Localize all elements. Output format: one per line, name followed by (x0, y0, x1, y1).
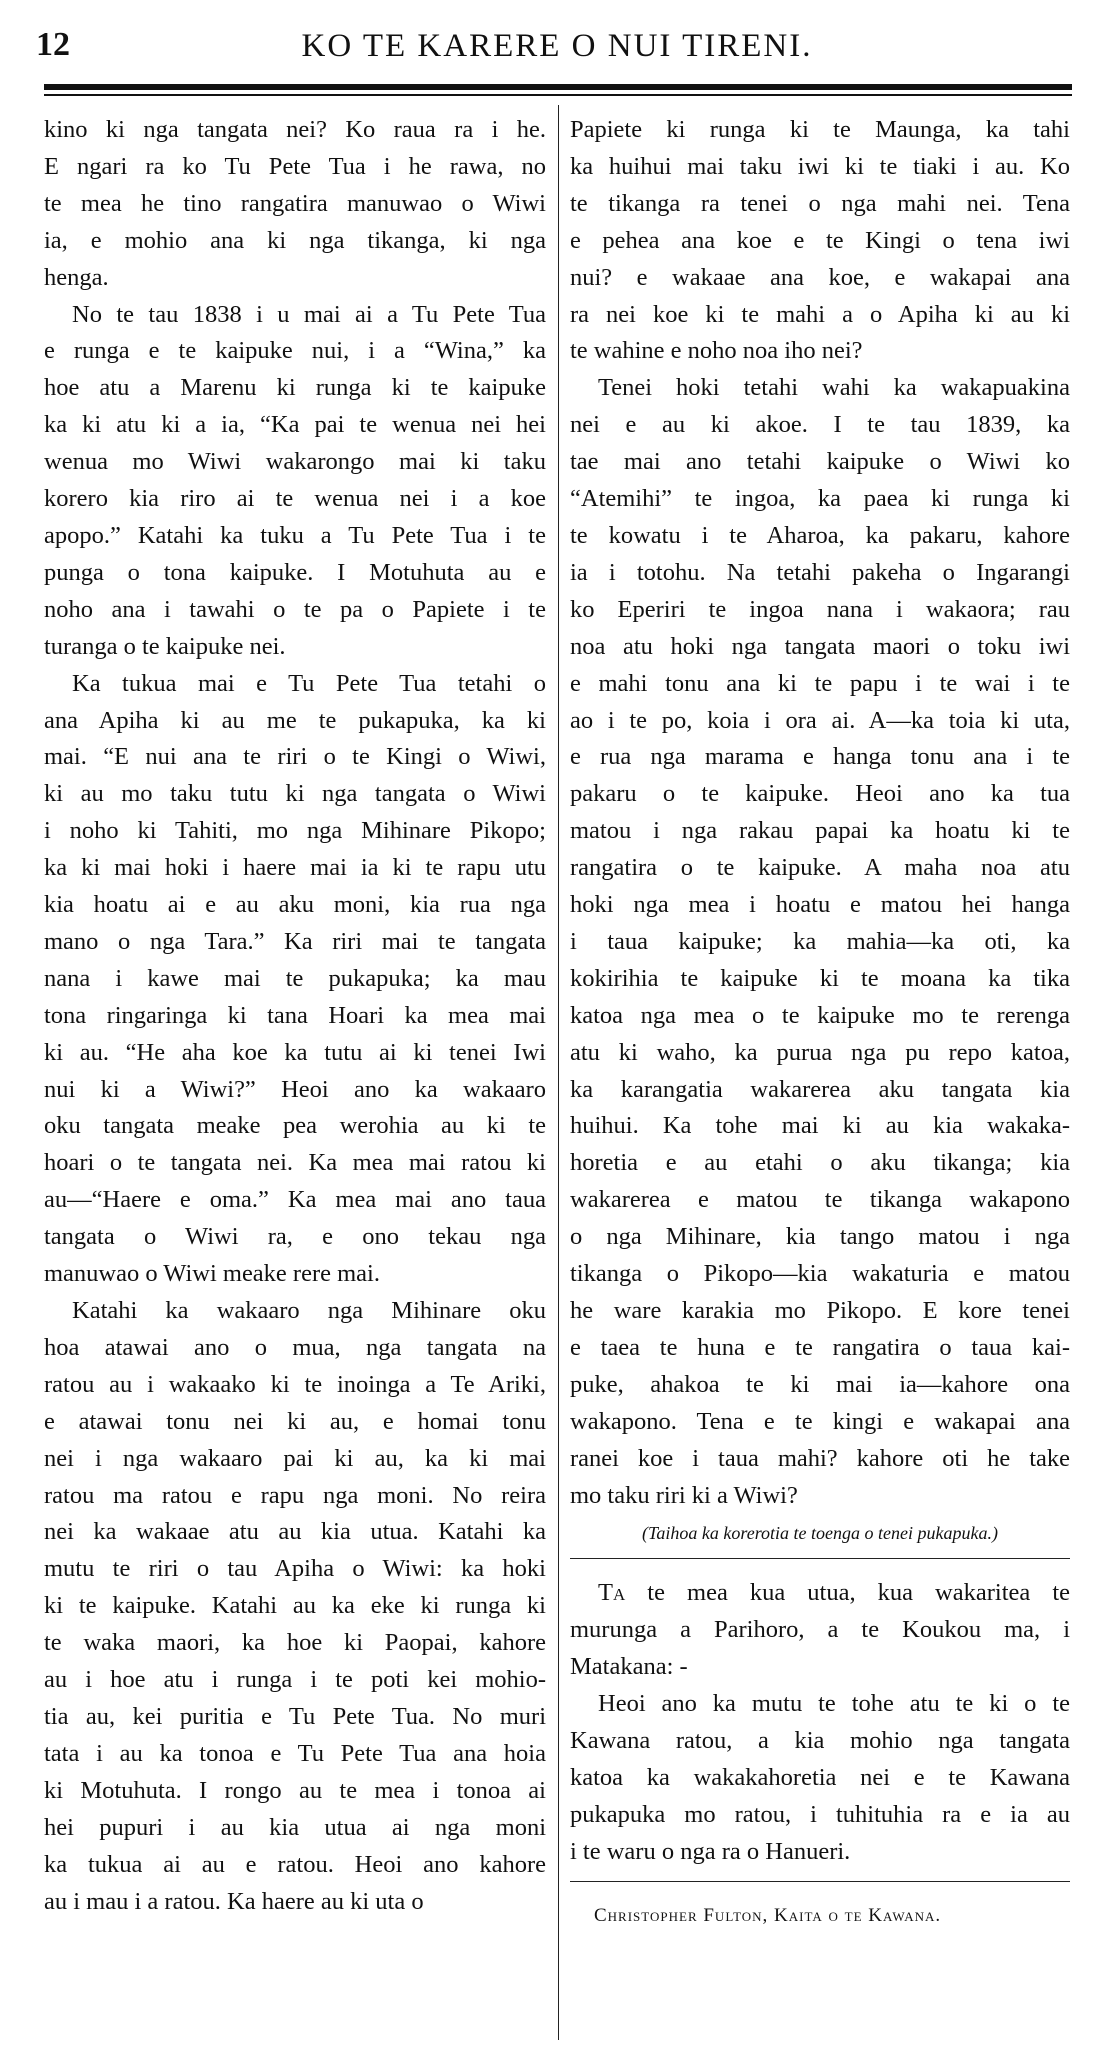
text-line: mo taku riri ki a Wiwi? (570, 1481, 798, 1509)
notice-paragraph (570, 1686, 1070, 1871)
header-rule-thin (44, 94, 1072, 96)
paragraph (44, 666, 546, 1293)
text-line: he ware karakia mo Pikopo. E kore tenei (570, 1297, 1070, 1324)
text-line: ao i te po, koia i ora ai. A—ka toia ki uta, (570, 706, 1070, 734)
text-line: ratou ma ratou e rapu nga moni. No reira (44, 1481, 546, 1509)
text-line: murunga a Parihoro, a te Koukou ma, i (570, 1616, 1070, 1644)
text-line: au—“Haere e oma.” Ka mea mai ano taua (44, 1186, 546, 1214)
text-line: mai. “E nui ana te riri o te Kingi o Wiwi, (44, 743, 546, 771)
text-line: hoa atawai ano o mua, nga tangata na (44, 1333, 546, 1361)
text-line: ki Motuhuta. I rongo au te mea i tonoa ai (44, 1776, 546, 1804)
text-line: Matakana: - (570, 1653, 688, 1681)
text-line: hei pupuri i au kia utua ai nga moni (44, 1813, 546, 1841)
text-line: ko Eperiri te ingoa nana i wakaora; rau (570, 595, 1070, 623)
text-line: au i mau i a ratou. Ka haere au ki uta o (44, 1887, 424, 1915)
signature-separator (570, 1881, 1070, 1882)
text-line: nui? e wakaae ana koe, e wakapai ana (570, 263, 1070, 291)
text-line: noho ana i tawahi o te pa o Papiete i te (44, 595, 546, 623)
text-line: ia i totohu. Na tetahi pakeha o Ingarangi (570, 558, 1070, 586)
text-line: No te tau 1838 i u mai ai a Tu Pete Tua (72, 300, 546, 328)
text-line: kokirihia te kaipuke ki te moana ka tika (570, 964, 1070, 992)
text-line: e taea te huna e te rangatira o taua kai- (570, 1333, 1070, 1361)
text-line: Ka tukua mai e Tu Pete Tua tetahi o (72, 669, 546, 697)
text-line: te kowatu i te Aharoa, ka pakaru, kahore (570, 521, 1070, 549)
text-line: e atawai tonu nei ki au, e homai tonu (44, 1407, 546, 1435)
text-line: matou i nga rakau papai ka hoatu ki te (570, 817, 1070, 845)
right-column (570, 112, 1070, 1935)
text-line: i taua kaipuke; ka mahia—ka oti, ka (570, 927, 1070, 955)
paragraph (570, 112, 1070, 370)
paragraph (44, 297, 546, 666)
text-line: tia au, kei puritia e Tu Pete Tua. No muri (44, 1702, 546, 1730)
text-line: au i hoe atu i runga i te poti kei mohio- (44, 1666, 546, 1694)
text-line: mutu te riri o tau Apiha o Wiwi: ka hoki (44, 1555, 546, 1583)
left-column (44, 112, 546, 1920)
text-line: e rua nga marama e hanga tonu ana i te (570, 743, 1070, 771)
paragraph (570, 370, 1070, 1514)
text-line: te tikanga ra tenei o nga mahi nei. Tena (570, 189, 1070, 217)
text-line: katoa ka wakakahoretia nei e te Kawana (570, 1763, 1070, 1791)
text-line: apopo.” Katahi ka tuku a Tu Pete Tua i te (44, 521, 546, 549)
text-line: oku tangata meake pea werohia au ki te (44, 1112, 546, 1140)
text-line: E ngari ra ko Tu Pete Tua i he rawa, no (44, 152, 546, 180)
text-line: e mahi tonu ana ki te papu i te wai i te (570, 669, 1070, 697)
text-line: Ta te mea kua utua, kua wakaritea te (598, 1579, 1070, 1607)
text-line: mano o nga Tara.” Ka riri mai te tangata (44, 927, 546, 955)
text-line: ana Apiha ki au me te pukapuka, ka ki (44, 706, 546, 734)
text-line: wenua mo Wiwi wakarongo mai ki taku (44, 448, 546, 476)
text-line: ki au mo taku tutu ki nga tangata o Wiwi (44, 780, 546, 808)
text-line: “Atemihi” te ingoa, ka paea ki runga ki (570, 485, 1070, 513)
text-line: i noho ki Tahiti, mo nga Mihinare Pikopo; (44, 817, 546, 845)
text-line: nei e au ki akoe. I te tau 1839, ka (570, 411, 1070, 439)
signature: Christopher Fulton, Kaita o te Kawana. (594, 1904, 942, 1926)
text-line: te waka maori, ka hoe ki Paopai, kahore (44, 1629, 546, 1657)
text-line: ka huihui mai taku iwi ki te tiaki i au. Ko (570, 152, 1070, 180)
text-line: wakapono. Tena e te kingi e wakapai ana (570, 1407, 1070, 1435)
continuation-note: (Taihoa ka korerotia te toenga o tenei pukapuka.) (642, 1523, 998, 1544)
text-line: nana i kawe mai te pukapuka; ka mau (44, 964, 546, 992)
text-line: te wahine e noho noa iho nei? (570, 337, 863, 365)
lead-word: Ta (598, 1579, 626, 1607)
text-line: pukapuka mo ratou, i tuhituhia ra e ia au (570, 1800, 1070, 1828)
text-line: atu ki waho, ka purua nga pu repo katoa, (570, 1038, 1070, 1066)
text-line: te mea he tino rangatira manuwao o Wiwi (44, 189, 546, 217)
text-line: Tenei hoki tetahi wahi ka wakapuakina (598, 374, 1070, 402)
text-line: i te waru o nga ra o Hanueri. (570, 1837, 851, 1865)
text-line: wakarerea e matou te tikanga wakapono (570, 1186, 1070, 1214)
text-line: horetia e au etahi o aku tikanga; kia (570, 1149, 1070, 1177)
text-line: ki te kaipuke. Katahi au ka eke ki runga ki (44, 1592, 546, 1620)
text-line: e runga e te kaipuke nui, i a “Wina,” ka (44, 337, 546, 365)
text-line: huihui. Ka tohe mai ki au kia wakaka- (570, 1112, 1070, 1140)
text-line: Katahi ka wakaaro nga Mihinare oku (72, 1297, 546, 1324)
text-line: ka ki atu ki a ia, “Ka pai te wenua nei hei (44, 411, 546, 439)
page-title: KO TE KARERE O NUI TIRENI. (301, 28, 813, 64)
text-line: turanga o te kaipuke nei. (44, 632, 286, 660)
text-line: ra nei koe ki te mahi a o Apiha ki au ki (570, 300, 1070, 328)
right-column-body (570, 112, 1070, 1514)
text-line: punga o tona kaipuke. I Motuhuta au e (44, 558, 546, 586)
text-line: ia, e mohio ana ki nga tikanga, ki nga (44, 226, 546, 254)
text-line: ratou au i wakaako ki te inoinga a Te Ariki, (44, 1370, 546, 1398)
text-line: Kawana ratou, a kia mohio nga tangata (570, 1727, 1070, 1755)
text-line: tangata o Wiwi ra, e ono tekau nga (44, 1223, 546, 1251)
text-line: ka ki mai hoki i haere mai ia ki te rapu utu (44, 854, 546, 882)
text-line: rangatira o te kaipuke. A maha noa atu (570, 854, 1070, 882)
text-line: Papiete ki runga ki te Maunga, ka tahi (570, 116, 1070, 143)
text-line: ka karangatia wakarerea aku tangata kia (570, 1075, 1070, 1103)
text-line: ka tukua ai au e ratou. Heoi ano kahore (44, 1850, 546, 1878)
text-line: katoa nga mea o te kaipuke mo te rerenga (570, 1001, 1070, 1029)
text-line: korero kia riro ai te wenua nei i a koe (44, 485, 546, 513)
text-line: pakaru o te kaipuke. Heoi ano ka tua (570, 780, 1070, 808)
text-line: kino ki nga tangata nei? Ko raua ra i he. (44, 116, 546, 143)
text-line: hoari o te tangata nei. Ka mea mai ratou ki (44, 1149, 546, 1177)
text-line: hoki nga mea i hoatu e matou hei hanga (570, 891, 1070, 919)
text-line: tikanga o Pikopo—kia wakaturia e matou (570, 1260, 1070, 1288)
header-rule (44, 84, 1072, 90)
paragraph (44, 112, 546, 297)
text-line: puke, ahakoa te ki mai ia—kahore ona (570, 1370, 1070, 1398)
text-line: ranei koe i taua mahi? kahore oti he take (570, 1444, 1070, 1472)
text-line: manuwao o Wiwi meake rere mai. (44, 1260, 380, 1288)
text-line: tata i au ka tonoa e Tu Pete Tua ana hoia (44, 1739, 546, 1767)
text-line: e pehea ana koe e te Kingi o tena iwi (570, 226, 1070, 254)
notice-separator (570, 1558, 1070, 1559)
page-number: 12 (36, 26, 70, 63)
text-line: nei i nga wakaaro pai ki au, ka ki mai (44, 1444, 546, 1472)
text-line: tae mai ano tetahi kaipuke o Wiwi ko (570, 448, 1070, 476)
text-line: kia hoatu ai e au aku moni, kia rua nga (44, 891, 546, 919)
text-line: tona ringaringa ki tana Hoari ka mea mai (44, 1001, 546, 1029)
text-line: o nga Mihinare, kia tango matou i nga (570, 1223, 1070, 1251)
text-line: nei ka wakaae atu au kia utua. Katahi ka (44, 1518, 546, 1546)
text-line: noa atu hoki nga tangata maori o toku iwi (570, 632, 1070, 660)
paragraph (44, 1293, 546, 1920)
text-line: hoe atu a Marenu ki runga ki te kaipuke (44, 374, 546, 402)
text-line: nui ki a Wiwi?” Heoi ano ka wakaaro (44, 1075, 546, 1103)
column-divider (558, 105, 559, 2040)
text-line: Heoi ano ka mutu te tohe atu te ki o te (598, 1690, 1070, 1718)
notice-paragraph (570, 1575, 1070, 1686)
text-line: henga. (44, 263, 109, 291)
text-line: ki au. “He aha koe ka tutu ai ki tenei Iwi (44, 1038, 546, 1066)
